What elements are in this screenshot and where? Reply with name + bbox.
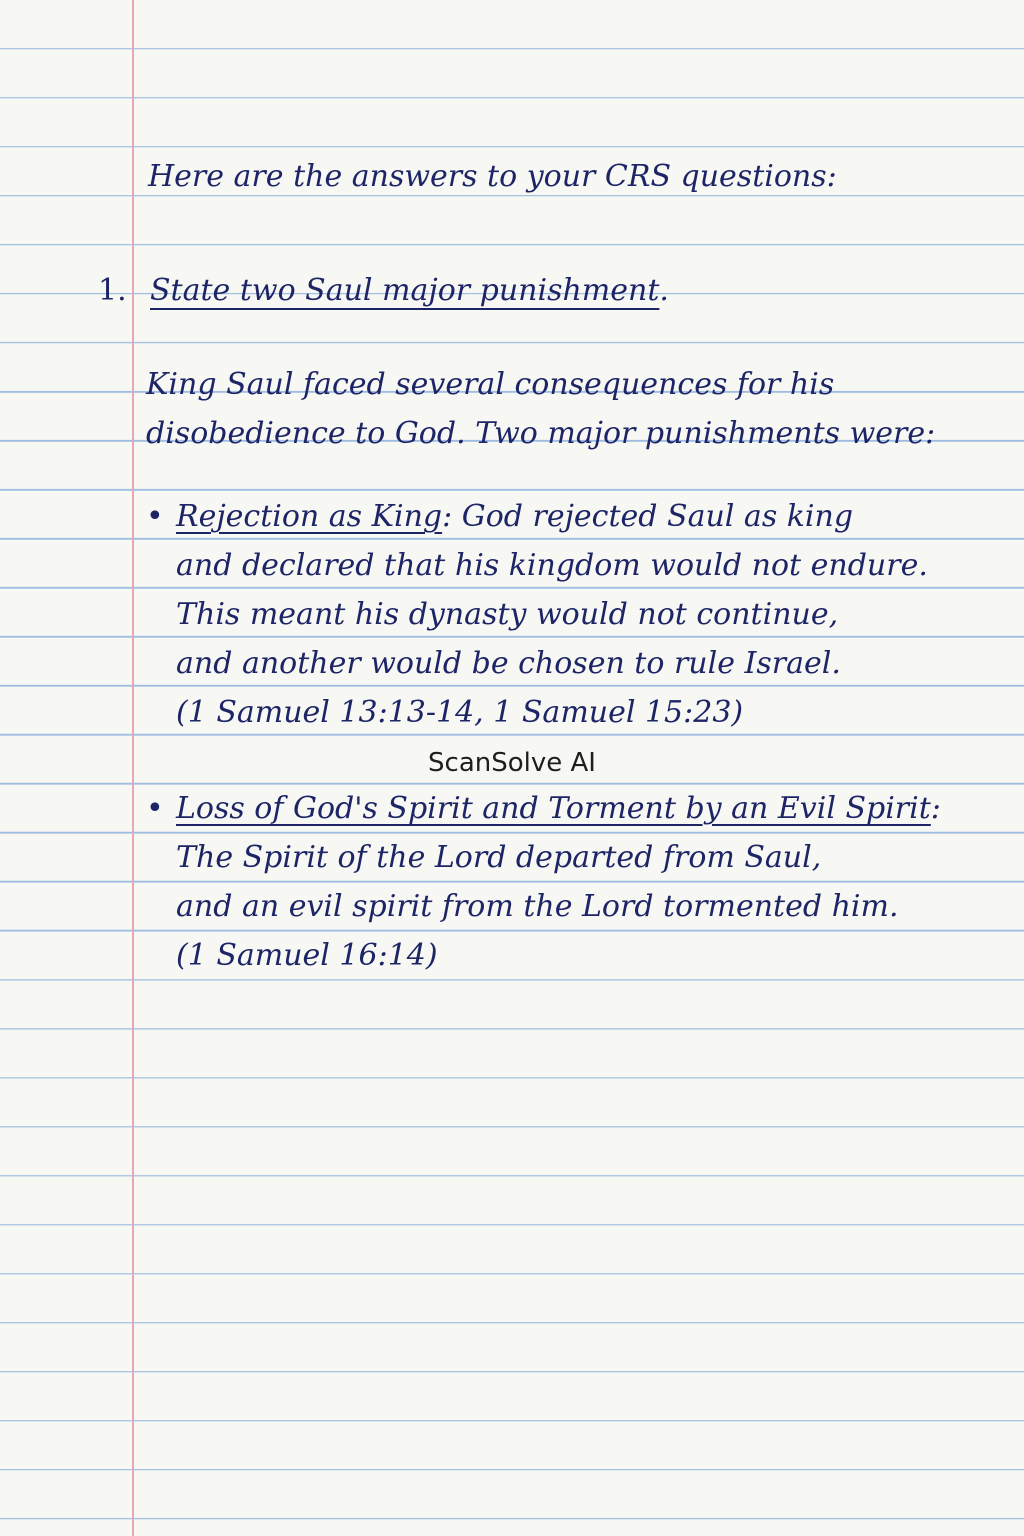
bullet-text: The Spirit of the Lord departed from Saul,: [176, 840, 822, 875]
bullet-marker: •: [146, 499, 164, 534]
answer-intro: [146, 360, 935, 458]
bullet-reference: (1 Samuel 13:13-14, 1 Samuel 15:23): [176, 695, 744, 730]
question-period: .: [659, 273, 669, 308]
bullet-line: [176, 784, 941, 833]
bullet-loss-of-spirit: [146, 784, 941, 980]
bullet-text: and another would be chosen to rule Israel.: [176, 646, 841, 681]
bullet-marker: •: [146, 791, 164, 826]
question-number: 1.: [98, 273, 127, 308]
bullet-text: :: [930, 791, 941, 826]
question-label: State two Saul major punishment: [150, 273, 660, 308]
bullet-heading: Rejection as King: [176, 499, 443, 534]
answer-intro-line: disobedience to God. Two major punishments were:: [146, 416, 936, 451]
bullet-text: and an evil spirit from the Lord tormented him.: [176, 889, 899, 924]
footer-brand: ScanSolve AI: [428, 748, 596, 778]
question-text: [150, 266, 669, 315]
bullet-text: and declared that his kingdom would not endure.: [176, 548, 928, 583]
intro-text: Here are the answers to your CRS questions:: [148, 159, 837, 194]
bullet-text: This meant his dynasty would not continue,: [176, 597, 839, 632]
bullet-reference: (1 Samuel 16:14): [176, 938, 438, 973]
bullet-line: [176, 492, 928, 541]
bullet-rejection: [146, 492, 928, 737]
bullet-heading: Loss of God's Spirit and Torment by an Evil Spirit: [176, 791, 931, 826]
answer-intro-line: King Saul faced several consequences for his: [146, 367, 835, 402]
bullet-text: : God rejected Saul as king: [442, 499, 854, 534]
